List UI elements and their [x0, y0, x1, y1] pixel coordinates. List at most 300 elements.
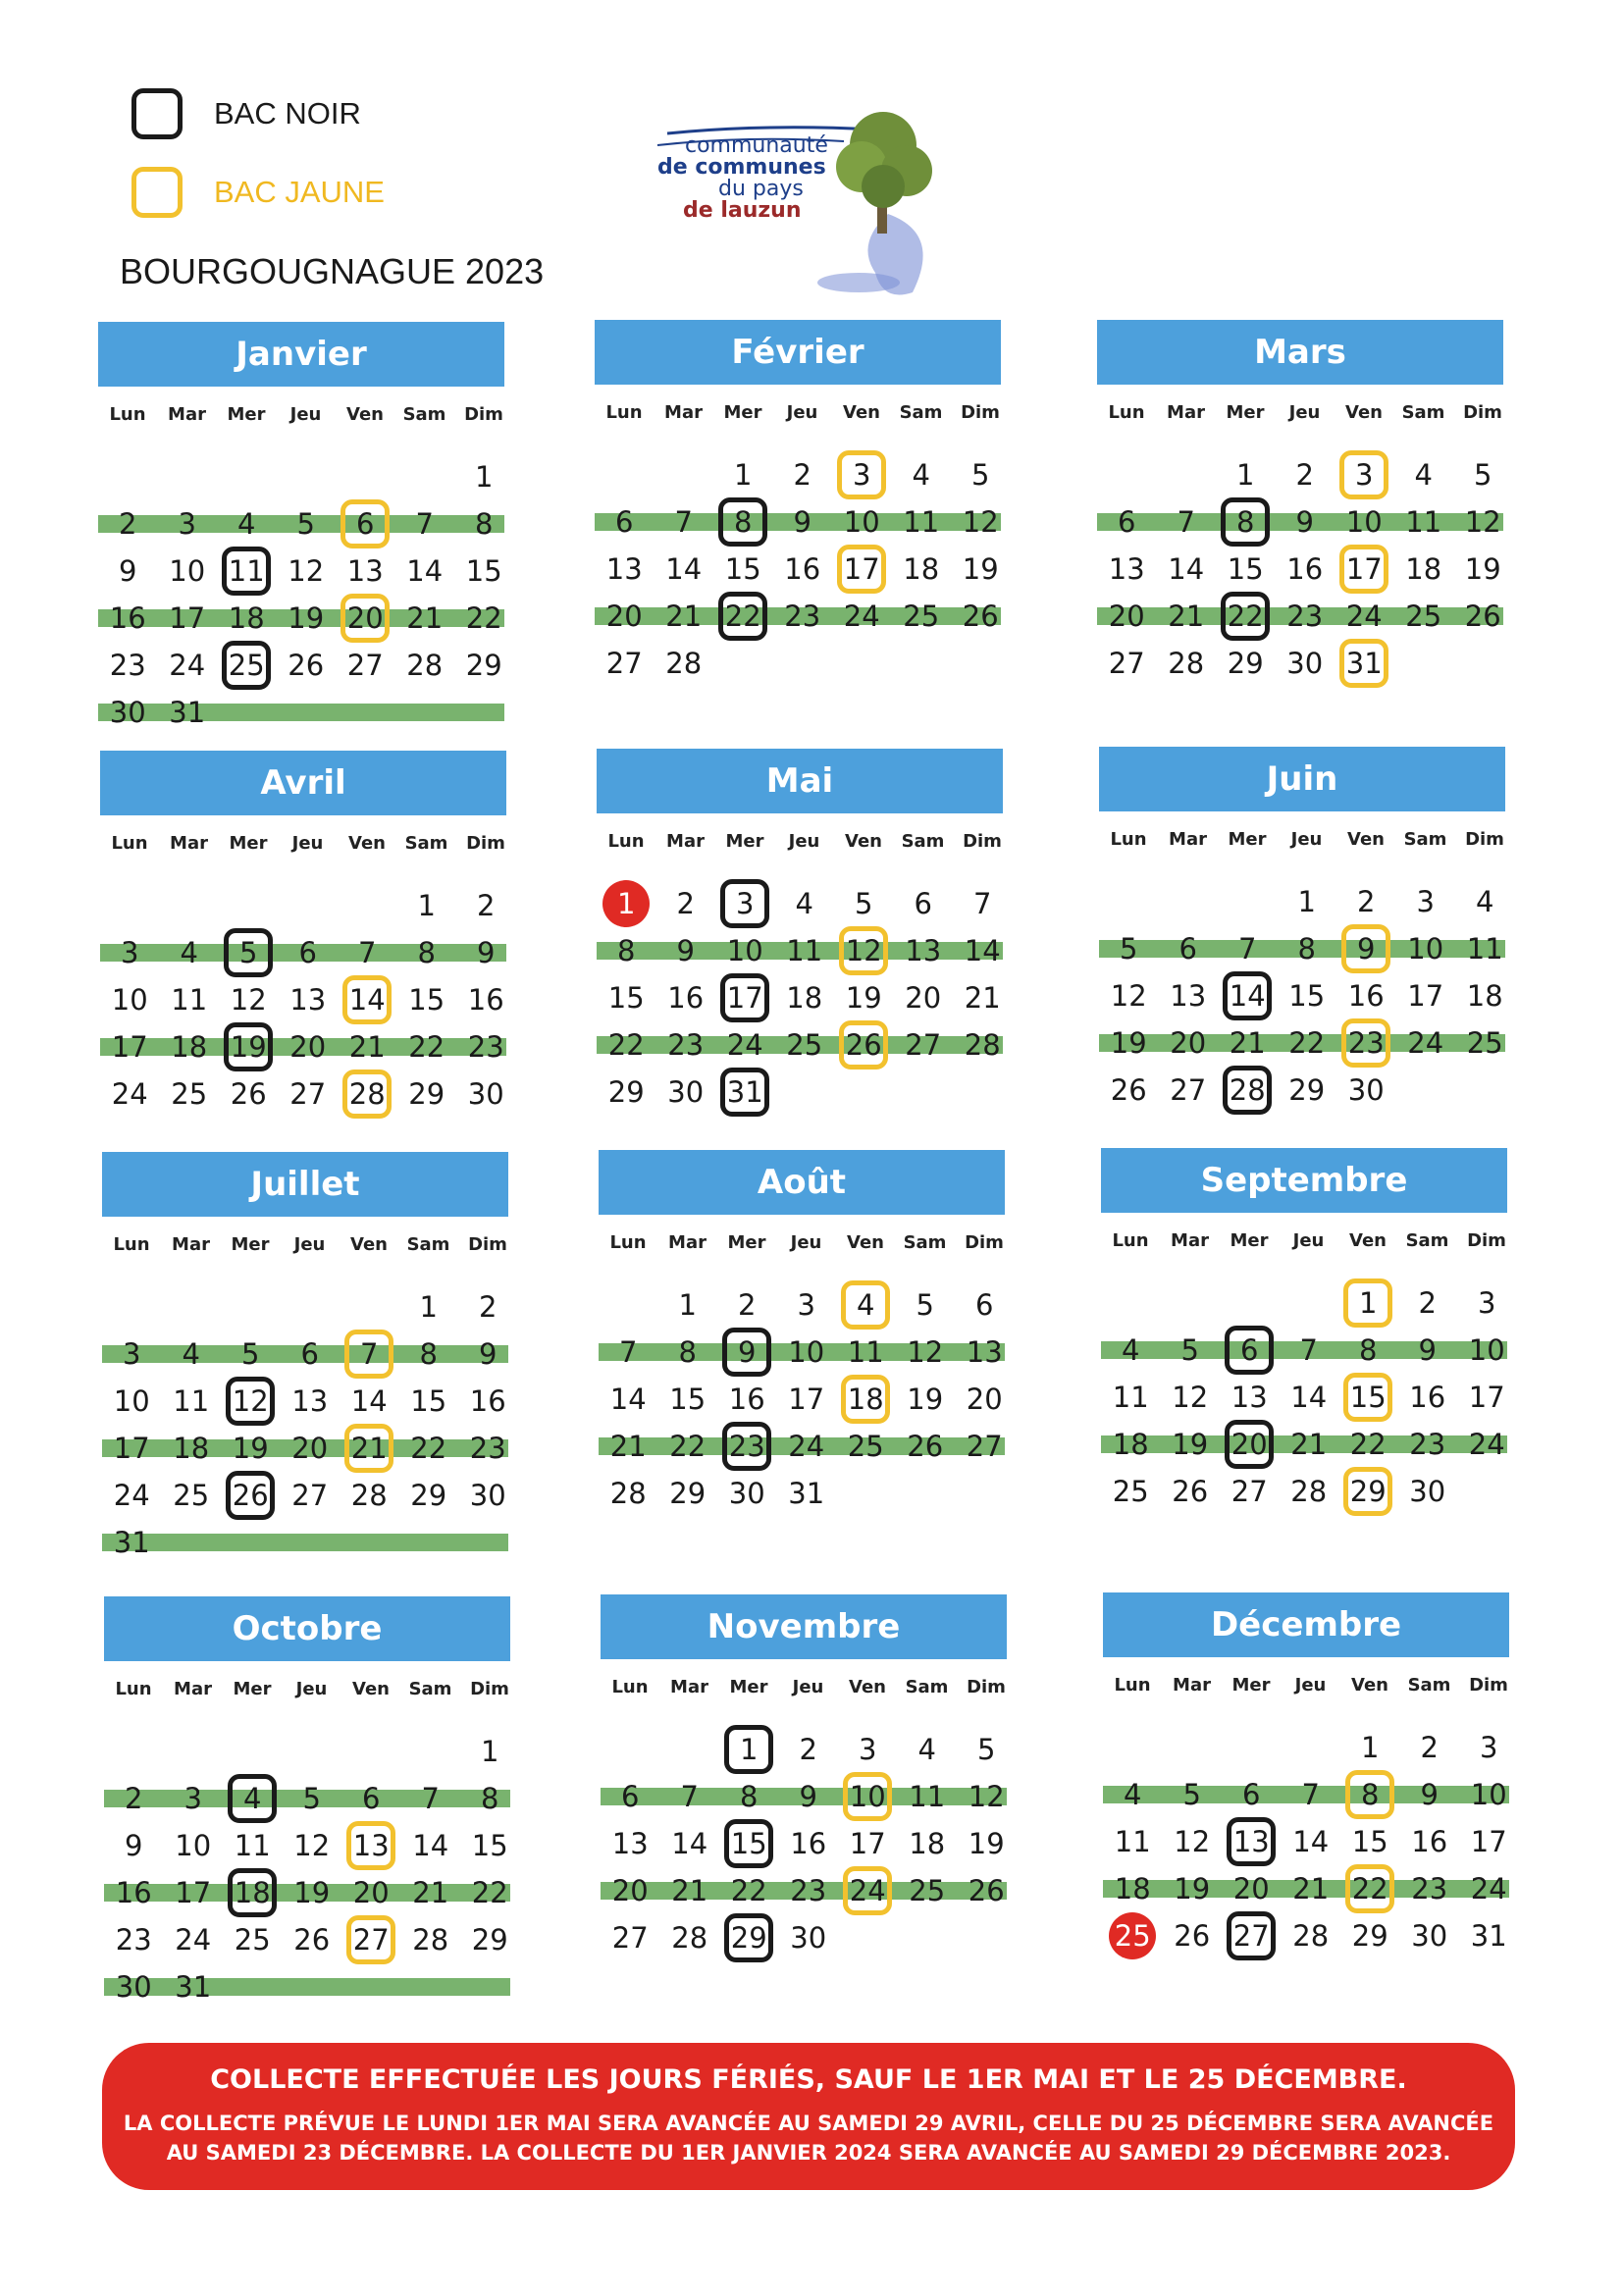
day-cell: 22 — [1227, 600, 1264, 633]
day-cell: 20 — [1230, 1428, 1268, 1461]
day-cell: 22 — [1351, 1872, 1388, 1905]
day-cell: 1 — [678, 1288, 697, 1322]
weekday-label: Dim — [963, 831, 1002, 852]
month-header: Octobre — [104, 1596, 510, 1661]
day-cell: 23 — [469, 1432, 506, 1465]
day-cell: 7 — [973, 887, 992, 920]
month-fevrier — [595, 320, 1007, 732]
weekday-label: Mer — [231, 1234, 270, 1255]
weekday-label: Ven — [348, 833, 386, 854]
day-cell: 27 — [1170, 1073, 1207, 1107]
day-cell: 24 — [726, 1028, 763, 1062]
day-cell: 3 — [123, 1337, 141, 1371]
weekday-label: Sam — [1403, 829, 1447, 850]
month-decembre — [1103, 1592, 1515, 2005]
day-cell: 19 — [232, 1432, 269, 1465]
day-cell: 26 — [1464, 600, 1501, 633]
day-cell: 27 — [605, 647, 643, 680]
day-cell: 29 — [1351, 1919, 1388, 1953]
day-cell: 24 — [113, 1479, 150, 1512]
weekday-label: Mer — [1226, 402, 1265, 423]
day-cell: 19 — [968, 1827, 1005, 1860]
weekday-label: Sam — [1407, 1675, 1451, 1696]
weekday-label: Lun — [609, 1232, 647, 1253]
day-cell: 1 — [1236, 458, 1255, 492]
weekday-label: Sam — [1405, 1230, 1449, 1251]
day-cell: 28 — [412, 1923, 449, 1957]
day-cell: 15 — [471, 1829, 508, 1862]
day-cell: 17 — [788, 1383, 825, 1416]
weekday-label: Dim — [470, 1679, 509, 1699]
day-cell: 14 — [964, 934, 1001, 967]
day-cell: 19 — [1172, 1428, 1209, 1461]
day-cell: 11 — [1112, 1381, 1149, 1414]
day-cell: 30 — [467, 1077, 504, 1111]
day-cell: 4 — [1124, 1778, 1142, 1811]
day-cell: 31 — [1470, 1919, 1507, 1953]
day-cell: 12 — [968, 1780, 1005, 1813]
day-cell: 10 — [1407, 932, 1444, 965]
day-cell: 26 — [293, 1923, 331, 1957]
day-cell: 23 — [1409, 1428, 1446, 1461]
day-cell: 10 — [788, 1335, 825, 1369]
weekday-label: Ven — [849, 1677, 886, 1697]
weekday-label: Ven — [845, 831, 882, 852]
weekday-label: Mar — [170, 833, 208, 854]
day-cell: 9 — [676, 934, 695, 967]
weekday-label: Lun — [605, 402, 643, 423]
day-cell: 8 — [1359, 1333, 1378, 1367]
weekday-label: Sam — [406, 1234, 450, 1255]
day-cell: 13 — [611, 1827, 649, 1860]
footer-notice — [102, 2043, 1515, 2190]
day-cell: 28 — [406, 649, 444, 682]
logo — [648, 106, 1011, 302]
day-cell: 2 — [676, 887, 695, 920]
day-cell: 12 — [1172, 1381, 1209, 1414]
day-cell: 23 — [115, 1923, 152, 1957]
day-cell: 12 — [962, 505, 999, 539]
day-cell: 31 — [788, 1477, 825, 1510]
day-cell: 11 — [234, 1829, 271, 1862]
day-cell: 18 — [847, 1383, 884, 1416]
weekday-label: Dim — [468, 1234, 507, 1255]
day-cell: 26 — [1172, 1475, 1209, 1508]
day-cell: 7 — [1238, 932, 1257, 965]
day-cell: 8 — [617, 934, 636, 967]
day-cell: 31 — [175, 1970, 212, 2004]
day-cell: 12 — [230, 983, 267, 1017]
month-header: Juillet — [102, 1152, 508, 1217]
day-cell: 7 — [415, 507, 434, 541]
day-cell: 18 — [786, 981, 823, 1015]
day-cell: 2 — [738, 1288, 757, 1322]
day-cell: 25 — [786, 1028, 823, 1062]
day-cell: 28 — [1229, 1073, 1266, 1107]
weekday-label: Mar — [664, 402, 703, 423]
day-cell: 18 — [909, 1827, 946, 1860]
day-cell: 30 — [667, 1075, 705, 1109]
day-cell: 5 — [1474, 458, 1492, 492]
day-cell: 6 — [1242, 1778, 1261, 1811]
month-header: Mars — [1097, 320, 1503, 385]
day-cell: 17 — [1345, 552, 1383, 586]
day-cell: 6 — [914, 887, 932, 920]
weekday-label: Lun — [109, 404, 146, 425]
day-cell: 20 — [1232, 1872, 1270, 1905]
day-cell: 19 — [845, 981, 882, 1015]
day-cell: 25 — [1466, 1026, 1503, 1060]
day-cell: 5 — [296, 507, 315, 541]
weekday-label: Dim — [1463, 402, 1502, 423]
day-cell: 26 — [288, 649, 325, 682]
day-cell: 7 — [360, 1337, 379, 1371]
day-cell: 2 — [479, 1290, 497, 1324]
day-cell: 29 — [1288, 1073, 1326, 1107]
day-cell: 23 — [728, 1430, 765, 1463]
day-cell: 29 — [410, 1479, 447, 1512]
day-cell: 5 — [855, 887, 873, 920]
day-cell: 20 — [1108, 600, 1145, 633]
day-cell: 19 — [293, 1876, 331, 1909]
legend-noir-box — [131, 88, 183, 139]
month-aout — [599, 1150, 1011, 1562]
day-cell: 20 — [289, 1030, 327, 1064]
day-cell: 7 — [358, 936, 377, 969]
day-cell: 15 — [730, 1827, 767, 1860]
weekday-label: Mar — [1167, 402, 1205, 423]
day-cell: 29 — [408, 1077, 445, 1111]
day-cell: 29 — [465, 649, 502, 682]
day-cell: 28 — [671, 1921, 708, 1955]
day-cell: 14 — [412, 1829, 449, 1862]
weekday-label: Jeu — [295, 1679, 328, 1699]
weekday-label: Ven — [1351, 1675, 1388, 1696]
day-cell: 15 — [408, 983, 445, 1017]
weekday-label: Dim — [965, 1232, 1004, 1253]
day-cell: 9 — [479, 1337, 497, 1371]
day-cell: 27 — [289, 1077, 327, 1111]
day-cell: 14 — [1292, 1825, 1330, 1858]
weekday-label: Mar — [1173, 1675, 1211, 1696]
day-cell: 28 — [609, 1477, 647, 1510]
day-cell: 26 — [962, 600, 999, 633]
day-cell: 7 — [1299, 1333, 1318, 1367]
day-cell: 14 — [671, 1827, 708, 1860]
day-cell: 21 — [348, 1030, 386, 1064]
day-cell: 21 — [1229, 1026, 1266, 1060]
month-novembre — [601, 1594, 1013, 2007]
logo-line-2: de communes — [657, 155, 826, 180]
day-cell: 1 — [475, 460, 494, 494]
day-cell: 9 — [1418, 1333, 1437, 1367]
weekday-label: Dim — [961, 402, 1000, 423]
legend-jaune-box — [131, 167, 183, 218]
day-cell: 20 — [611, 1874, 649, 1907]
day-cell: 15 — [669, 1383, 707, 1416]
day-cell: 6 — [975, 1288, 994, 1322]
day-cell: 22 — [669, 1430, 707, 1463]
day-cell: 27 — [1108, 647, 1145, 680]
day-cell: 6 — [300, 1337, 319, 1371]
logo-line-4: de lauzun — [683, 198, 802, 223]
weekday-label: Sam — [905, 1677, 949, 1697]
day-cell: 9 — [1357, 932, 1376, 965]
day-cell: 9 — [793, 505, 812, 539]
weekday-label: Sam — [408, 1679, 452, 1699]
day-cell: 16 — [790, 1827, 827, 1860]
day-cell: 11 — [847, 1335, 884, 1369]
day-cell: 21 — [406, 601, 444, 635]
day-cell: 1 — [419, 1290, 438, 1324]
day-cell: 16 — [784, 552, 821, 586]
day-cell: 7 — [1177, 505, 1195, 539]
day-cell: 23 — [109, 649, 146, 682]
day-cell: 4 — [182, 1337, 200, 1371]
weekday-label: Jeu — [792, 1677, 824, 1697]
day-cell: 10 — [1470, 1778, 1507, 1811]
day-cell: 13 — [1230, 1381, 1268, 1414]
day-cell: 2 — [477, 889, 496, 922]
day-cell: 30 — [1286, 647, 1324, 680]
day-cell: 18 — [1466, 979, 1503, 1013]
day-cell: 24 — [1470, 1872, 1507, 1905]
day-cell: 3 — [178, 507, 196, 541]
day-cell: 18 — [228, 601, 265, 635]
day-cell: 15 — [1349, 1381, 1387, 1414]
day-cell: 2 — [1357, 885, 1376, 918]
day-cell: 4 — [857, 1288, 875, 1322]
weekday-label: Ven — [346, 404, 384, 425]
weekday-label: Jeu — [1292, 1230, 1325, 1251]
day-cell: 6 — [362, 1782, 381, 1815]
weekday-label: Ven — [1347, 829, 1385, 850]
day-cell: 16 — [469, 1384, 506, 1418]
day-cell: 21 — [964, 981, 1001, 1015]
day-cell: 26 — [1110, 1073, 1147, 1107]
day-cell: 19 — [1110, 1026, 1147, 1060]
day-cell: 12 — [1464, 505, 1501, 539]
day-cell: 29 — [1227, 647, 1264, 680]
weekday-label: Lun — [113, 1234, 150, 1255]
day-cell: 22 — [408, 1030, 445, 1064]
day-cell: 8 — [1297, 932, 1316, 965]
day-cell: 5 — [971, 458, 990, 492]
day-cell: 11 — [171, 983, 208, 1017]
day-cell: 5 — [977, 1733, 996, 1766]
day-cell: 31 — [169, 696, 206, 729]
day-cell: 24 — [175, 1923, 212, 1957]
day-cell: 20 — [1170, 1026, 1207, 1060]
day-cell: 21 — [350, 1432, 388, 1465]
day-cell: 16 — [1286, 552, 1324, 586]
day-cell: 28 — [1168, 647, 1205, 680]
day-cell: 30 — [115, 1970, 152, 2004]
month-header: Janvier — [98, 322, 504, 387]
weekday-label: Mer — [1228, 829, 1267, 850]
weekday-label: Lun — [1108, 402, 1145, 423]
day-cell: 5 — [302, 1782, 321, 1815]
weekday-label: Sam — [901, 831, 945, 852]
weekday-label: Mer — [725, 831, 764, 852]
day-cell: 28 — [348, 1077, 386, 1111]
day-cell: 24 — [788, 1430, 825, 1463]
day-cell: 10 — [175, 1829, 212, 1862]
weekday-label: Sam — [899, 402, 943, 423]
day-cell: 1 — [417, 889, 436, 922]
day-cell: 19 — [1464, 552, 1501, 586]
day-cell: 24 — [1468, 1428, 1505, 1461]
weekday-label: Ven — [847, 1232, 884, 1253]
day-cell: 21 — [1168, 600, 1205, 633]
day-cell: 12 — [1110, 979, 1147, 1013]
day-cell: 7 — [619, 1335, 638, 1369]
month-header: Novembre — [601, 1594, 1007, 1659]
day-cell: 21 — [609, 1430, 647, 1463]
day-cell: 30 — [469, 1479, 506, 1512]
day-cell: 8 — [419, 1337, 438, 1371]
weekday-label: Lun — [1112, 1230, 1149, 1251]
legend-jaune — [131, 167, 385, 218]
weekday-label: Mer — [729, 1677, 768, 1697]
day-cell: 23 — [667, 1028, 705, 1062]
day-cell: 17 — [1407, 979, 1444, 1013]
weekday-label: Mer — [229, 833, 268, 854]
day-cell: 13 — [346, 554, 384, 588]
day-cell: 13 — [291, 1384, 329, 1418]
weekday-label: Mar — [1171, 1230, 1209, 1251]
day-cell: 14 — [1168, 552, 1205, 586]
day-cell: 18 — [173, 1432, 210, 1465]
day-cell: 23 — [784, 600, 821, 633]
day-cell: 4 — [1122, 1333, 1140, 1367]
day-cell: 6 — [621, 1780, 640, 1813]
day-cell: 7 — [680, 1780, 699, 1813]
day-cell: 29 — [669, 1477, 707, 1510]
day-cell: 30 — [790, 1921, 827, 1955]
day-cell: 22 — [1349, 1428, 1387, 1461]
day-cell: 8 — [417, 936, 436, 969]
day-cell: 6 — [615, 505, 634, 539]
day-cell: 14 — [348, 983, 386, 1017]
weekday-label: Mar — [666, 831, 705, 852]
day-cell: 11 — [228, 554, 265, 588]
day-cell: 15 — [1227, 552, 1264, 586]
day-cell: 21 — [665, 600, 703, 633]
weekday-label: Dim — [1469, 1675, 1508, 1696]
day-cell: 9 — [738, 1335, 757, 1369]
weekday-label: Sam — [903, 1232, 947, 1253]
day-cell: 18 — [903, 552, 940, 586]
day-cell: 7 — [674, 505, 693, 539]
weekday-label: Mar — [668, 1232, 707, 1253]
day-cell: 18 — [1112, 1428, 1149, 1461]
month-octobre — [104, 1596, 516, 2009]
day-cell: 22 — [730, 1874, 767, 1907]
weekday-label: Mer — [1230, 1230, 1269, 1251]
day-cell: 28 — [964, 1028, 1001, 1062]
day-cell: 13 — [1108, 552, 1145, 586]
day-cell: 13 — [352, 1829, 390, 1862]
day-cell: 27 — [611, 1921, 649, 1955]
day-cell: 7 — [1301, 1778, 1320, 1811]
day-cell: 17 — [169, 601, 206, 635]
day-cell: 11 — [786, 934, 823, 967]
day-cell: 18 — [1405, 552, 1442, 586]
day-cell: 18 — [234, 1876, 271, 1909]
day-cell: 22 — [1288, 1026, 1326, 1060]
day-cell: 6 — [1178, 932, 1197, 965]
day-cell: 25 — [903, 600, 940, 633]
weekday-label: Mar — [174, 1679, 212, 1699]
day-cell: 3 — [1478, 1286, 1496, 1320]
day-cell: 15 — [1288, 979, 1326, 1013]
day-cell: 17 — [111, 1030, 148, 1064]
weekday-label: Lun — [115, 1679, 152, 1699]
day-cell: 26 — [232, 1479, 269, 1512]
day-cell: 17 — [175, 1876, 212, 1909]
day-cell: 6 — [356, 507, 375, 541]
day-cell: 3 — [859, 1733, 877, 1766]
day-cell: 31 — [113, 1526, 150, 1559]
day-cell: 11 — [1114, 1825, 1151, 1858]
day-cell: 12 — [293, 1829, 331, 1862]
weekday-label: Jeu — [289, 404, 322, 425]
day-cell: 24 — [843, 600, 880, 633]
day-cell: 4 — [1414, 458, 1433, 492]
month-mars — [1097, 320, 1509, 732]
day-cell: 12 — [232, 1384, 269, 1418]
day-cell: 31 — [726, 1075, 763, 1109]
weekday-label: Jeu — [788, 831, 820, 852]
day-cell: 20 — [905, 981, 942, 1015]
day-cell: 14 — [1229, 979, 1266, 1013]
day-cell: 21 — [1292, 1872, 1330, 1905]
day-cell: 30 — [109, 696, 146, 729]
day-cell: 3 — [121, 936, 139, 969]
day-cell: 27 — [1232, 1919, 1270, 1953]
day-cell: 6 — [1118, 505, 1136, 539]
day-cell: 1 — [734, 458, 753, 492]
day-cell: 13 — [289, 983, 327, 1017]
weekday-label: Dim — [466, 833, 505, 854]
day-cell: 24 — [111, 1077, 148, 1111]
day-cell: 11 — [903, 505, 940, 539]
day-cell: 15 — [607, 981, 645, 1015]
legend-noir-label: BAC NOIR — [214, 96, 361, 130]
day-cell: 8 — [1236, 505, 1255, 539]
legend-jaune-label: BAC JAUNE — [214, 175, 385, 209]
day-cell: 19 — [230, 1030, 267, 1064]
day-cell: 2 — [793, 458, 812, 492]
day-cell: 4 — [237, 507, 256, 541]
weekday-label: Jeu — [1294, 1675, 1327, 1696]
day-cell: 19 — [1174, 1872, 1211, 1905]
weekday-label: Jeu — [786, 402, 818, 423]
day-cell: 16 — [728, 1383, 765, 1416]
day-cell: 16 — [667, 981, 705, 1015]
footer-line-3: AU SAMEDI 23 DÉCEMBRE. LA COLLECTE DU 1ER JANVIER 2024 SERA AVANCÉE AU SAMEDI 29 DÉCEMBRE 2023. — [166, 2141, 1451, 2165]
logo-line-3: du pays — [718, 177, 804, 201]
day-cell: 22 — [410, 1432, 447, 1465]
footer-line-1: COLLECTE EFFECTUÉE LES JOURS FÉRIÉS, SAUF LE 1ER MAI ET LE 25 DÉCEMBRE. — [210, 2064, 1407, 2095]
day-cell: 5 — [1180, 1333, 1199, 1367]
day-cell: 9 — [799, 1780, 817, 1813]
day-cell: 29 — [471, 1923, 508, 1957]
day-cell: 6 — [298, 936, 317, 969]
day-cell: 20 — [291, 1432, 329, 1465]
day-cell: 2 — [1420, 1731, 1439, 1764]
